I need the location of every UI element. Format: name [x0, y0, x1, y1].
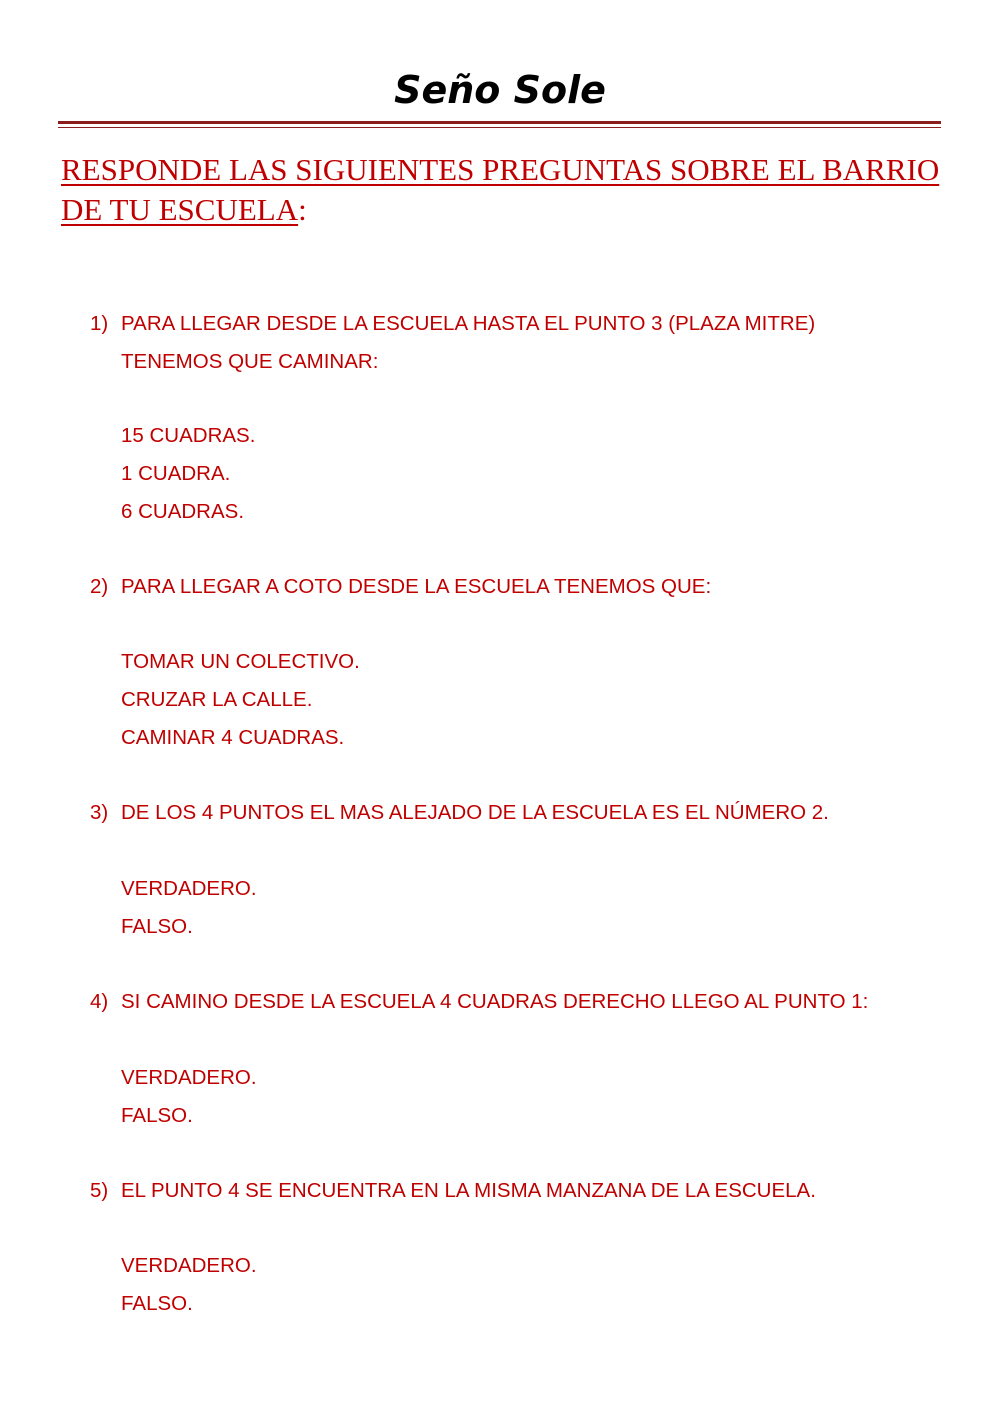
instruction-heading	[61, 150, 961, 230]
question-number: 4)	[90, 990, 109, 1013]
answer-option[interactable]: 1 CUADRA.	[121, 462, 231, 485]
answer-option[interactable]: FALSO.	[121, 915, 193, 938]
answer-option[interactable]: TOMAR UN COLECTIVO.	[121, 650, 360, 673]
answer-option[interactable]: FALSO.	[121, 1292, 193, 1315]
question-text: SI CAMINO DESDE LA ESCUELA 4 CUADRAS DERECHO LLEGO AL PUNTO 1:	[121, 990, 869, 1013]
answer-option[interactable]: VERDADERO.	[121, 877, 257, 900]
answer-option[interactable]: CAMINAR 4 CUADRAS.	[121, 726, 345, 749]
page-title: Seño Sole	[394, 68, 606, 112]
question-text: DE LOS 4 PUNTOS EL MAS ALEJADO DE LA ESCUELA ES EL NÚMERO 2.	[121, 801, 829, 824]
question-number: 2)	[90, 575, 109, 598]
question-5	[90, 1172, 970, 1210]
instruction-text: RESPONDE LAS SIGUIENTES PREGUNTAS SOBRE EL BARRIO DE TU ESCUELA	[61, 152, 940, 227]
question-text: EL PUNTO 4 SE ENCUENTRA EN LA MISMA MANZANA DE LA ESCUELA.	[121, 1179, 816, 1202]
instruction-colon: :	[298, 192, 307, 227]
question-text: PARA LLEGAR DESDE LA ESCUELA HASTA EL PUNTO 3 (PLAZA MITRE) TENEMOS QUE CAMINAR:	[121, 312, 816, 373]
question-4	[90, 983, 970, 1021]
answer-option[interactable]: 6 CUADRAS.	[121, 500, 245, 523]
options-list-1	[121, 417, 255, 531]
options-list-3	[121, 870, 257, 946]
title-divider-thick	[58, 121, 941, 124]
answer-option[interactable]: 15 CUADRAS.	[121, 424, 256, 447]
answer-option[interactable]: VERDADERO.	[121, 1254, 257, 1277]
question-1	[90, 305, 970, 381]
title-divider-thin	[58, 127, 941, 128]
options-list-2	[121, 643, 360, 757]
question-number: 3)	[90, 801, 109, 824]
options-list-4	[121, 1059, 257, 1135]
question-text: PARA LLEGAR A COTO DESDE LA ESCUELA TENEMOS QUE:	[121, 575, 712, 598]
answer-option[interactable]: VERDADERO.	[121, 1066, 257, 1089]
question-2	[90, 568, 970, 606]
question-number: 5)	[90, 1179, 109, 1202]
question-3	[90, 794, 970, 832]
question-number: 1)	[90, 312, 109, 335]
answer-option[interactable]: CRUZAR LA CALLE.	[121, 688, 313, 711]
options-list-5	[121, 1247, 257, 1323]
answer-option[interactable]: FALSO.	[121, 1104, 193, 1127]
